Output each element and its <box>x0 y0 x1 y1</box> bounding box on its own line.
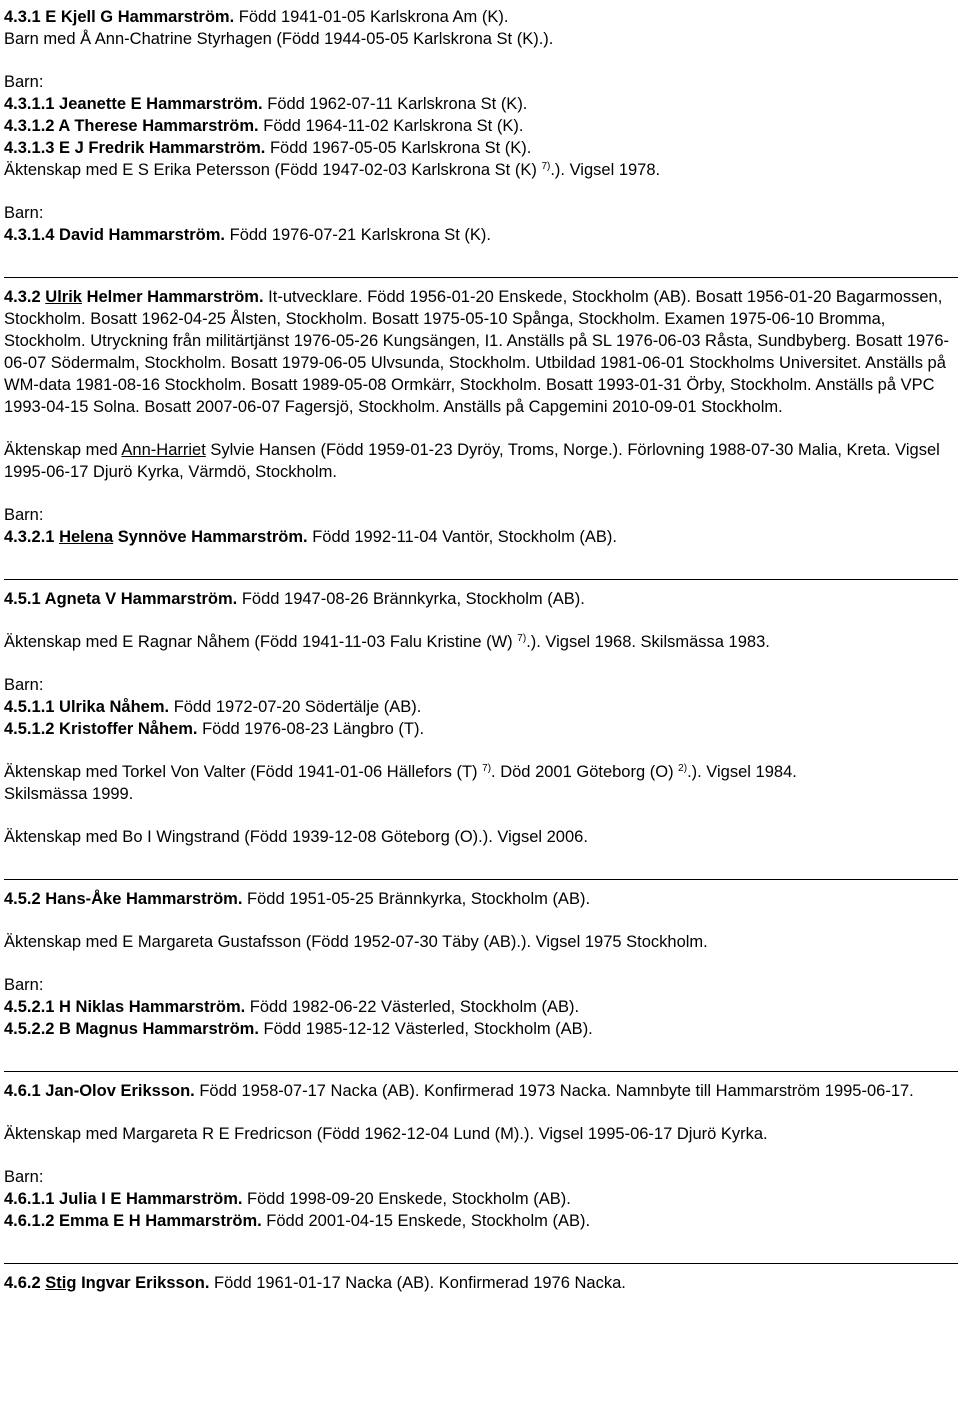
section-divider <box>4 579 958 580</box>
children-label: Barn: <box>4 1168 44 1186</box>
child-entry <box>4 137 954 159</box>
marriage-info: Äktenskap med Ann-Harriet Sylvie Hansen (Född 1959-01-23 Dyröy, Troms, Norge.). Förlovning 1988-07-30 Malia, Kreta. Vigsel 1995-06-17 Djurö Kyrka, Värmdö, Stockholm. <box>4 441 940 481</box>
entry-heading <box>4 1272 954 1294</box>
child-entry <box>4 996 954 1018</box>
child-entry <box>4 93 954 115</box>
entry-ulrik <box>4 286 954 548</box>
person-name: 4.3.2 Ulrik Helmer Hammarström. <box>4 288 264 306</box>
marriage-info: Äktenskap med E Margareta Gustafsson (Född 1952-07-30 Täby (AB).). Vigsel 1975 Stockholm. <box>4 933 708 951</box>
child-name: 4.5.1.1 Ulrika Nåhem. <box>4 698 170 716</box>
biography: Född 1958-07-17 Nacka (AB). Konfirmerad 1973 Nacka. Namnbyte till Hammarström 1995-06-17. <box>199 1082 914 1100</box>
children-label: Barn: <box>4 204 44 222</box>
person-name: 4.6.1 Jan-Olov Eriksson. <box>4 1082 195 1100</box>
birth-info: Född 1982-06-22 Västerled, Stockholm (AB). <box>249 998 580 1016</box>
child-entry <box>4 526 954 548</box>
entry-janolov <box>4 1080 954 1232</box>
entry-agneta <box>4 588 954 848</box>
section-divider <box>4 277 958 278</box>
child-name: 4.6.1.1 Julia I E Hammarström. <box>4 1190 243 1208</box>
birth-info: Född 1962-07-11 Karlskrona St (K). <box>267 95 528 113</box>
entry-heading <box>4 588 954 610</box>
child-name: 4.6.1.2 Emma E H Hammarström. <box>4 1212 262 1230</box>
birth-info: Född 1951-05-25 Brännkyrka, Stockholm (AB). <box>247 890 591 908</box>
entry-kjell <box>4 6 954 246</box>
birth-info: Född 1976-08-23 Längbro (T). <box>202 720 425 738</box>
person-name: 4.5.2 Hans-Åke Hammarström. <box>4 890 243 908</box>
child-name: 4.3.1.3 E J Fredrik Hammarström. <box>4 139 266 157</box>
section-divider <box>4 1071 958 1072</box>
child-entry <box>4 115 954 137</box>
birth-info: Född 1976-07-21 Karlskrona St (K). <box>229 226 492 244</box>
children-label: Barn: <box>4 676 44 694</box>
footnote-ref: 2) <box>678 763 688 774</box>
entry-hansake <box>4 888 954 1040</box>
footnote-ref: 7) <box>517 633 527 644</box>
marriage-info: Äktenskap med E Ragnar Nåhem (Född 1941-11-03 Falu Kristine (W) $^{7)}$.). Vigsel 1968. Skilsmässa 1983. <box>4 633 770 651</box>
child-entry <box>4 696 954 718</box>
child-name: 4.5.2.1 H Niklas Hammarström. <box>4 998 246 1016</box>
marriage-info: Äktenskap med Bo I Wingstrand (Född 1939-12-08 Göteborg (O).). Vigsel 2006. <box>4 828 588 846</box>
child-entry <box>4 224 954 246</box>
birth-info: Född 1941-01-05 Karlskrona Am (K). <box>238 8 509 26</box>
birth-info: Född 1964-11-02 Karlskrona St (K). <box>263 117 524 135</box>
children-label: Barn: <box>4 976 44 994</box>
section-divider <box>4 879 958 880</box>
birth-info: Född 1967-05-05 Karlskrona St (K). <box>269 139 532 157</box>
children-label: Barn: <box>4 506 44 524</box>
child-entry <box>4 1188 954 1210</box>
marriage-info: Äktenskap med Margareta R E Fredricson (Född 1962-12-04 Lund (M).). Vigsel 1995-06-17 Djurö Kyrka. <box>4 1125 768 1143</box>
birth-info: Född 1947-08-26 Brännkyrka, Stockholm (AB). <box>241 590 585 608</box>
child-entry <box>4 718 954 740</box>
entry-heading <box>4 888 954 910</box>
entry-heading <box>4 6 954 28</box>
partner-info: Barn med Å Ann-Chatrine Styrhagen (Född 1944-05-05 Karlskrona St (K).). <box>4 30 554 48</box>
child-entry <box>4 1210 954 1232</box>
footnote-ref: 7) <box>541 161 551 172</box>
person-name: 4.6.2 Stig Ingvar Eriksson. <box>4 1274 210 1292</box>
child-name: 4.3.1.4 David Hammarström. <box>4 226 226 244</box>
child-entry <box>4 1018 954 1040</box>
child-name: 4.3.1.1 Jeanette E Hammarström. <box>4 95 263 113</box>
child-name: 4.5.2.2 B Magnus Hammarström. <box>4 1020 259 1038</box>
entry-body <box>4 286 954 418</box>
child-name: 4.3.1.2 A Therese Hammarström. <box>4 117 259 135</box>
person-name: 4.3.1 E Kjell G Hammarström. <box>4 8 235 26</box>
marriage-info: Äktenskap med E S Erika Petersson (Född 1947-02-03 Karlskrona St (K) $^{7)}$.). Vigsel 1978. <box>4 161 661 179</box>
footnote-ref: 7) <box>482 763 492 774</box>
child-name: 4.3.2.1 Helena Synnöve Hammarström. <box>4 528 308 546</box>
birth-info: Född 1985-12-12 Västerled, Stockholm (AB). <box>263 1020 593 1038</box>
marriage-info: Äktenskap med Torkel Von Valter (Född 1941-01-06 Hällefors (T) $^{7)}$. Död 2001 Göteborg (O) $^{2)}$.). Vigsel 1984. <box>4 763 797 781</box>
divorce-info: Skilsmässa 1999. <box>4 785 134 803</box>
entry-stig <box>4 1272 954 1294</box>
entry-body <box>4 1080 954 1102</box>
genealogy-page <box>4 6 954 1294</box>
birth-info: Född 2001-04-15 Enskede, Stockholm (AB). <box>266 1212 591 1230</box>
children-label: Barn: <box>4 73 44 91</box>
birth-info: Född 1992-11-04 Vantör, Stockholm (AB). <box>312 528 617 546</box>
birth-info: Född 1972-07-20 Södertälje (AB). <box>173 698 422 716</box>
biography: It-utvecklare. Född 1956-01-20 Enskede, Stockholm (AB). Bosatt 1956-01-20 Bagarmossen, Stockholm. Bosatt 1962-04-25 Ålsten, Stockholm. Bosatt 1975-05-10 Spånga, Stockholm. Examen 1975-06-10 Bromma, Stockholm. Utryckning från militärtjänst 1976-05-26 Kungsängen, I1. Anställs på SL 1976-06-03 Råsta, Sundbyberg. Bosatt 1976-06-07 Södermalm, Stockholm. Bosatt 1979-06-05 Ulvsunda, Stockholm. Utbildad 1981-06-01 Stockholms Universitet. Anställs på WM-data 1981-08-16 Stockholm. Bosatt 1989-05-08 Ormkärr, Stockholm. Bosatt 1993-01-31 Örby, Stockholm. Anställs på VPC 1993-04-15 Solna. Bosatt 2007-06-07 Fagersjö, Stockholm. Anställs på Capgemini 2010-09-01 Stockholm. <box>4 288 950 416</box>
biography: Född 1961-01-17 Nacka (AB). Konfirmerad 1976 Nacka. <box>214 1274 626 1292</box>
person-name: 4.5.1 Agneta V Hammarström. <box>4 590 238 608</box>
birth-info: Född 1998-09-20 Enskede, Stockholm (AB). <box>247 1190 571 1208</box>
child-name: 4.5.1.2 Kristoffer Nåhem. <box>4 720 198 738</box>
section-divider <box>4 1263 958 1264</box>
